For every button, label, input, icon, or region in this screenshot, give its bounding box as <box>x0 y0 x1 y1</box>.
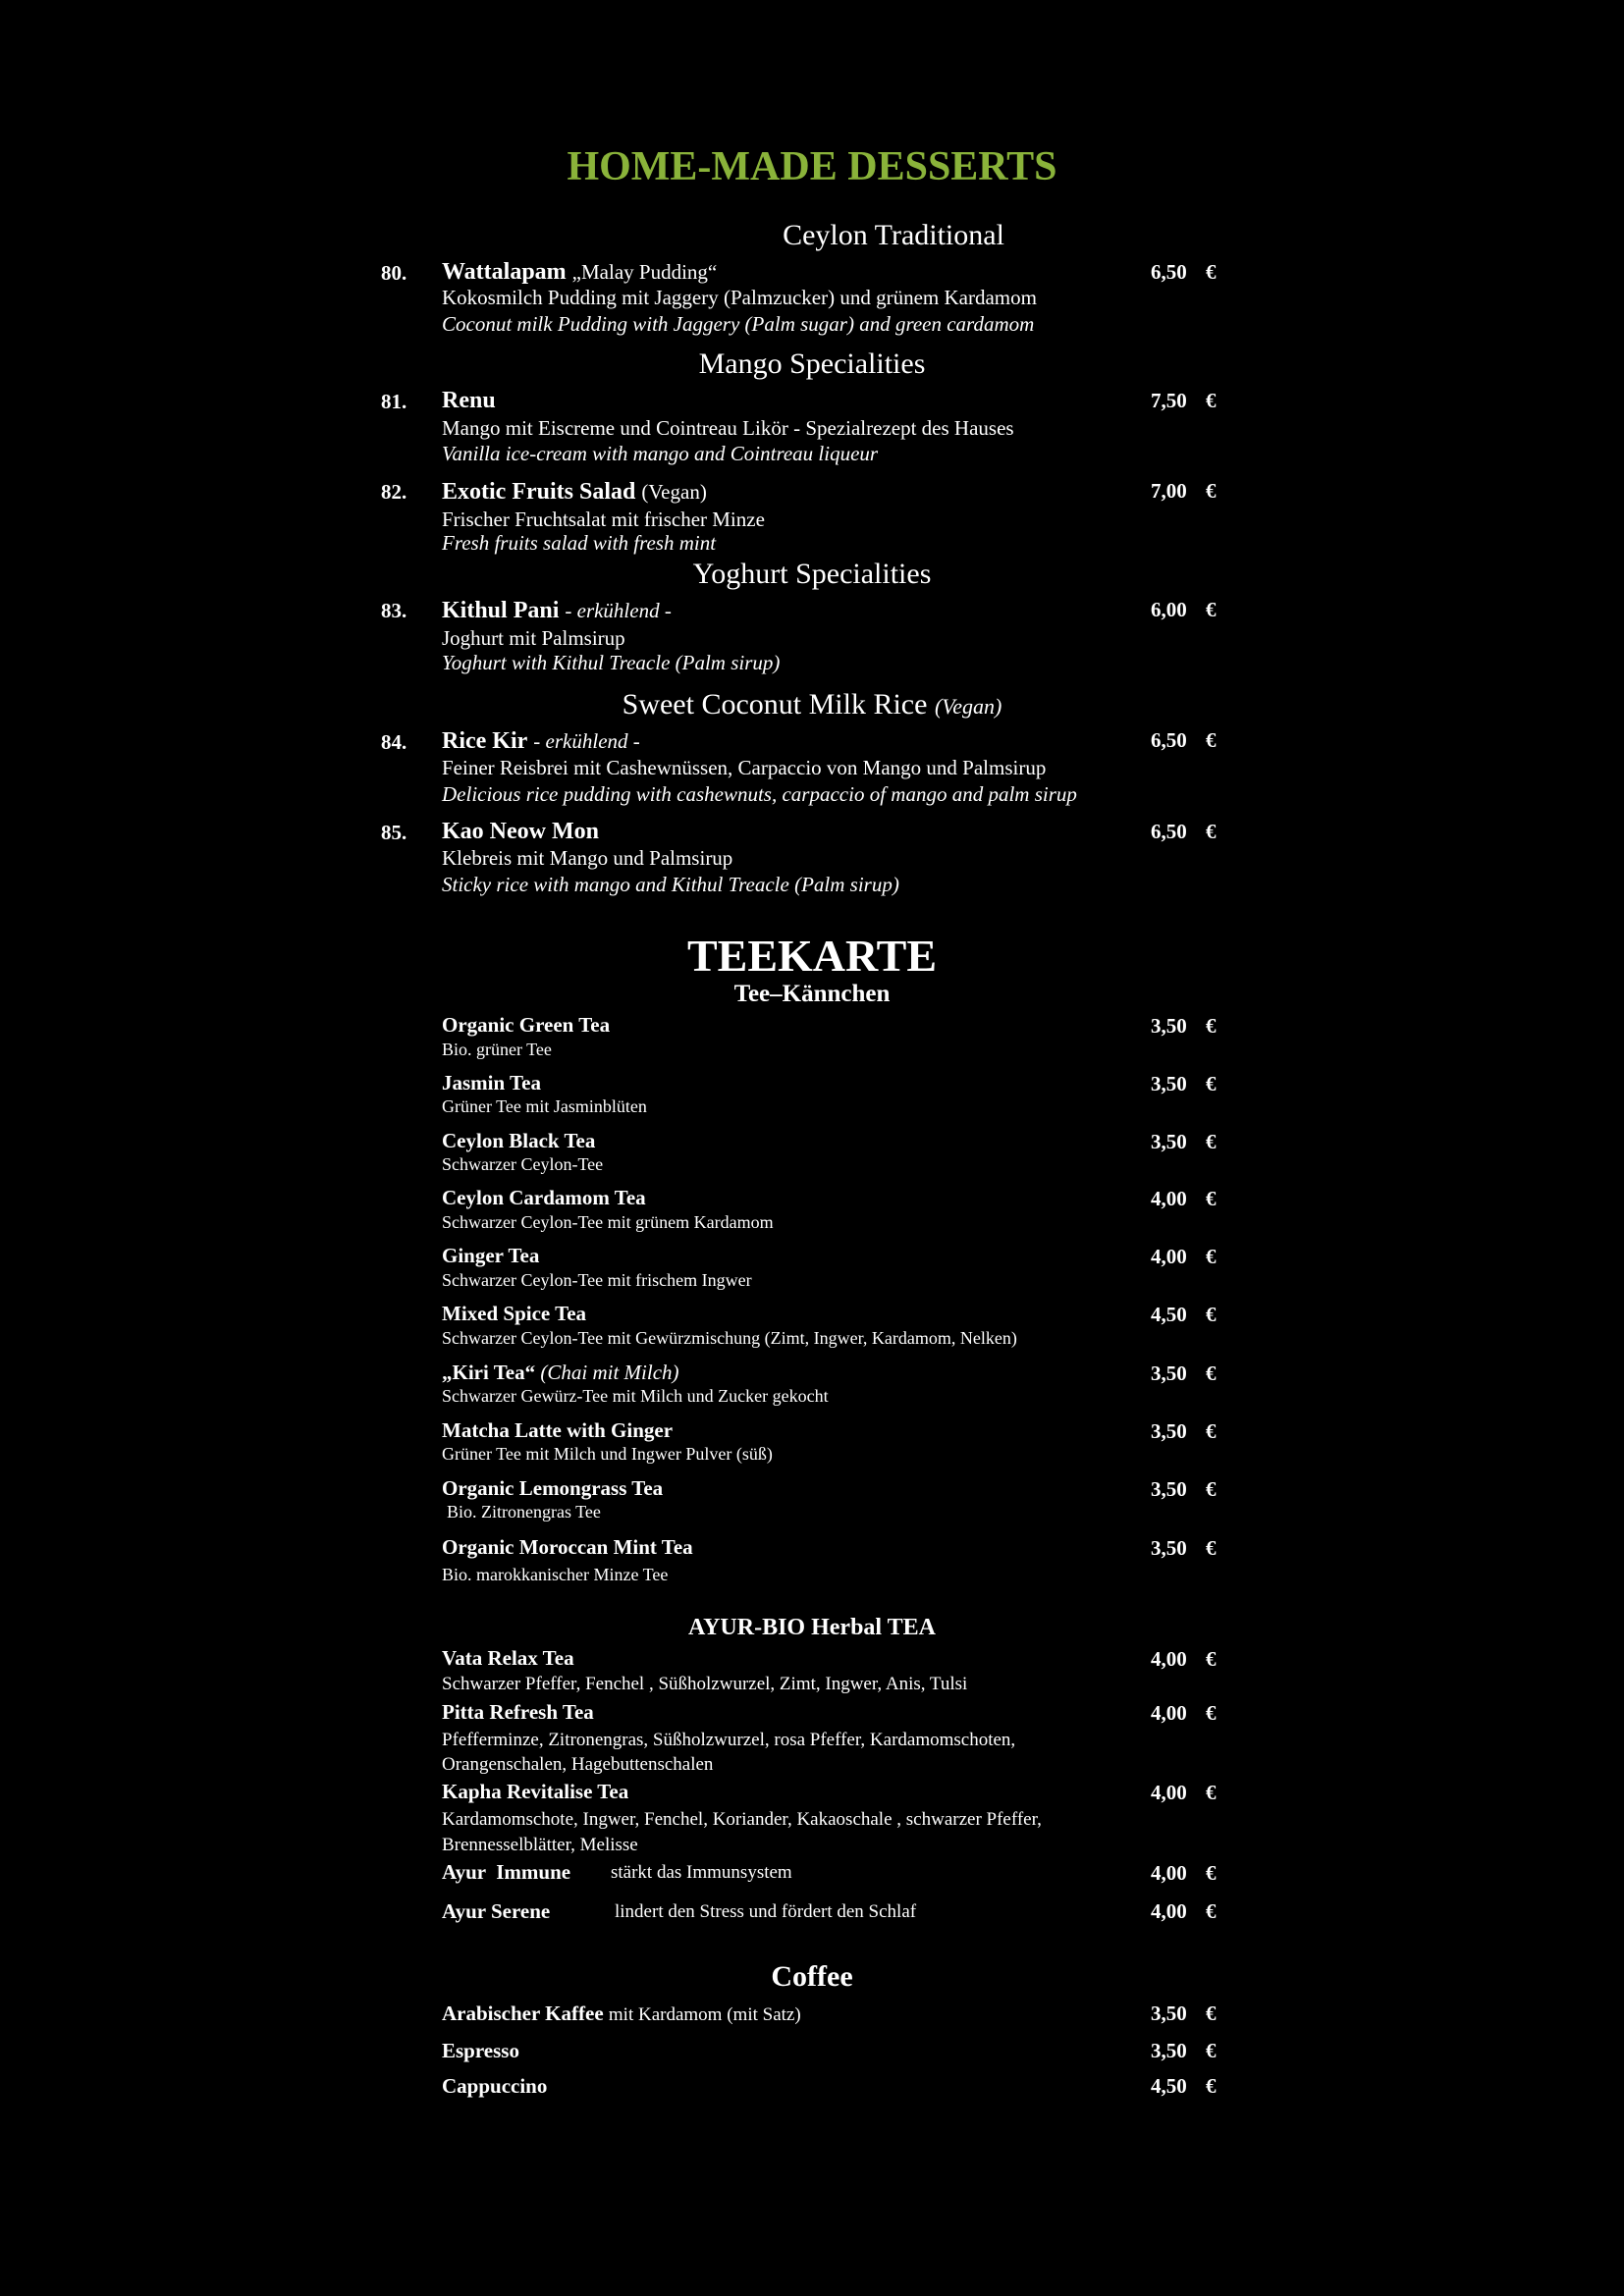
item-price: 6,00 <box>1151 598 1187 621</box>
tea-price: 3,50 <box>1151 1130 1187 1153</box>
herbal-price: 4,00 <box>1151 1899 1187 1923</box>
herbal-price: 4,00 <box>1151 1647 1187 1671</box>
currency-symbol: € <box>1206 1072 1217 1095</box>
section-ceylon: Ceylon Traditional <box>783 219 1004 251</box>
herbal-desc: stärkt das Immunsystem <box>611 1862 792 1883</box>
currency-symbol: € <box>1206 2002 1217 2025</box>
tea-price: 3,50 <box>1151 1419 1187 1443</box>
herbal-name: Ayur Immune <box>442 1860 571 1884</box>
herbal-desc: Pfefferminze, Zitronengras, Süßholzwurzel, rosa Pfeffer, Kardamomschoten, <box>442 1730 1016 1750</box>
dessert-desc-en: Vanilla ice-cream with mango and Cointreau liqueur <box>442 442 879 465</box>
dessert-name: Renu <box>442 388 496 413</box>
herbal-name: Ayur Serene <box>442 1899 551 1923</box>
tea-desc: Bio. Zitronengras Tee <box>447 1502 601 1522</box>
coffee-name: Cappuccino <box>442 2074 548 2098</box>
tea-desc: Bio. marokkanischer Minze Tee <box>442 1565 669 1584</box>
currency-symbol: € <box>1206 389 1217 412</box>
dessert-desc-en: Fresh fruits salad with fresh mint <box>442 531 717 555</box>
tea-name-kiri: „Kiri Tea“ (Chai mit Milch) <box>442 1361 679 1384</box>
herbal-name: Vata Relax Tea <box>442 1646 574 1670</box>
currency-symbol: € <box>1206 1861 1217 1885</box>
currency-symbol: € <box>1206 1781 1217 1804</box>
herbal-name: Pitta Refresh Tea <box>442 1700 594 1724</box>
currency-symbol: € <box>1206 1014 1217 1038</box>
item-price: 6,50 <box>1151 728 1187 752</box>
item-price: 6,50 <box>1151 820 1187 843</box>
dessert-name: Rice Kir - erkühlend - <box>442 728 640 754</box>
tea-subtitle: Tee–Kännchen <box>733 981 891 1007</box>
herbal-desc-line2: Brennesselblätter, Melisse <box>442 1835 638 1855</box>
coffee-price: 3,50 <box>1151 2039 1187 2062</box>
tea-price: 3,50 <box>1151 1477 1187 1501</box>
dessert-name: Exotic Fruits Salad (Vegan) <box>442 479 707 505</box>
item-price: 7,50 <box>1151 389 1187 412</box>
tea-name: Mixed Spice Tea <box>442 1302 587 1325</box>
tea-name: Organic Green Tea <box>442 1013 611 1037</box>
item-number: 80. <box>381 261 407 285</box>
coffee-item-arabic: Arabischer Kaffee mit Kardamom (mit Satz) <box>442 2002 801 2025</box>
herbal-desc: Kardamomschote, Ingwer, Fenchel, Koriander, Kakaoschale , schwarzer Pfeffer, <box>442 1809 1042 1830</box>
section-yoghurt: Yoghurt Specialities <box>692 558 932 590</box>
tea-desc: Schwarzer Ceylon-Tee mit Gewürzmischung (Zimt, Ingwer, Kardamom, Nelken) <box>442 1328 1017 1348</box>
item-number: 83. <box>381 599 407 622</box>
tea-name: Jasmin Tea <box>442 1071 541 1095</box>
tea-name: Ginger Tea <box>442 1244 540 1267</box>
dessert-desc-en: Sticky rice with mango and Kithul Treacle (Palm sirup) <box>442 873 899 896</box>
tea-price: 4,50 <box>1151 1303 1187 1326</box>
currency-symbol: € <box>1206 1477 1217 1501</box>
currency-symbol: € <box>1206 1647 1217 1671</box>
section-rice: Sweet Coconut Milk Rice (Vegan) <box>622 688 1002 721</box>
currency-symbol: € <box>1206 1536 1217 1560</box>
currency-symbol: € <box>1206 1419 1217 1443</box>
tea-price: 3,50 <box>1151 1014 1187 1038</box>
coffee-title: Coffee <box>771 1960 853 1993</box>
currency-symbol: € <box>1206 728 1217 752</box>
tea-name: Organic Moroccan Mint Tea <box>442 1535 693 1559</box>
coffee-price: 4,50 <box>1151 2074 1187 2098</box>
item-number: 85. <box>381 821 407 844</box>
currency-symbol: € <box>1206 598 1217 621</box>
section-mango: Mango Specialities <box>698 347 926 380</box>
currency-symbol: € <box>1206 820 1217 843</box>
herbal-name: Kapha Revitalise Tea <box>442 1780 629 1803</box>
item-price: 6,50 <box>1151 260 1187 284</box>
tea-name: Matcha Latte with Ginger <box>442 1418 674 1442</box>
herbal-desc: lindert den Stress und fördert den Schlaf <box>615 1901 917 1922</box>
item-number: 84. <box>381 730 407 754</box>
currency-symbol: € <box>1206 479 1217 503</box>
tea-desc: Grüner Tee mit Jasminblüten <box>442 1096 647 1116</box>
dessert-desc-de: Klebreis mit Mango und Palmsirup <box>442 846 733 870</box>
currency-symbol: € <box>1206 2039 1217 2062</box>
tea-name: Ceylon Black Tea <box>442 1129 596 1152</box>
herbal-desc: Schwarzer Pfeffer, Fenchel , Süßholzwurzel, Zimt, Ingwer, Anis, Tulsi <box>442 1674 968 1694</box>
currency-symbol: € <box>1206 1130 1217 1153</box>
herbal-price: 4,00 <box>1151 1781 1187 1804</box>
currency-symbol: € <box>1206 260 1217 284</box>
dessert-desc-de: Kokosmilch Pudding mit Jaggery (Palmzucker) und grünem Kardamom <box>442 286 1037 309</box>
item-number: 81. <box>381 390 407 413</box>
tea-desc: Schwarzer Ceylon-Tee mit grünem Kardamom <box>442 1212 774 1232</box>
desserts-title: HOME-MADE DESSERTS <box>567 144 1057 189</box>
currency-symbol: € <box>1206 1303 1217 1326</box>
tea-desc: Schwarzer Ceylon-Tee mit frischem Ingwer <box>442 1270 752 1290</box>
dessert-desc-de: Frischer Fruchtsalat mit frischer Minze <box>442 507 765 531</box>
currency-symbol: € <box>1206 1187 1217 1210</box>
currency-symbol: € <box>1206 1245 1217 1268</box>
coffee-price: 3,50 <box>1151 2002 1187 2025</box>
dessert-desc-de: Joghurt mit Palmsirup <box>442 626 625 650</box>
tea-desc: Grüner Tee mit Milch und Ingwer Pulver (süß) <box>442 1444 773 1464</box>
currency-symbol: € <box>1206 1362 1217 1385</box>
herbal-desc-line2: Orangenschalen, Hagebuttenschalen <box>442 1754 714 1775</box>
currency-symbol: € <box>1206 1701 1217 1725</box>
tea-name: Ceylon Cardamom Tea <box>442 1186 646 1209</box>
herbal-price: 4,00 <box>1151 1861 1187 1885</box>
dessert-desc-en: Yoghurt with Kithul Treacle (Palm sirup) <box>442 651 781 674</box>
tea-name: Organic Lemongrass Tea <box>442 1476 664 1500</box>
currency-symbol: € <box>1206 2074 1217 2098</box>
currency-symbol: € <box>1206 1899 1217 1923</box>
dessert-desc-de: Feiner Reisbrei mit Cashewnüssen, Carpaccio von Mango und Palmsirup <box>442 756 1047 779</box>
tea-price: 4,00 <box>1151 1245 1187 1268</box>
dessert-name: Kithul Pani - erkühlend - <box>442 598 672 623</box>
dessert-desc-en: Delicious rice pudding with cashewnuts, carpaccio of mango and palm sirup <box>442 782 1077 806</box>
tea-desc: Schwarzer Ceylon-Tee <box>442 1154 604 1174</box>
tea-desc: Bio. grüner Tee <box>442 1040 552 1059</box>
tea-price: 3,50 <box>1151 1072 1187 1095</box>
tea-title: TEEKARTE <box>686 931 937 981</box>
tea-price: 3,50 <box>1151 1536 1187 1560</box>
coffee-name: Espresso <box>442 2039 519 2062</box>
item-price: 7,00 <box>1151 479 1187 503</box>
herbal-title: AYUR-BIO Herbal TEA <box>687 1615 937 1640</box>
herbal-price: 4,00 <box>1151 1701 1187 1725</box>
dessert-name: Kao Neow Mon <box>442 819 599 844</box>
item-number: 82. <box>381 480 407 504</box>
dessert-desc-en: Coconut milk Pudding with Jaggery (Palm sugar) and green cardamom <box>442 312 1035 336</box>
tea-price: 4,00 <box>1151 1187 1187 1210</box>
tea-price: 3,50 <box>1151 1362 1187 1385</box>
tea-desc: Schwarzer Gewürz-Tee mit Milch und Zucker gekocht <box>442 1386 829 1406</box>
dessert-desc-de: Mango mit Eiscreme und Cointreau Likör - Spezialrezept des Hauses <box>442 416 1014 440</box>
dessert-name: Wattalapam „Malay Pudding“ <box>442 259 718 285</box>
